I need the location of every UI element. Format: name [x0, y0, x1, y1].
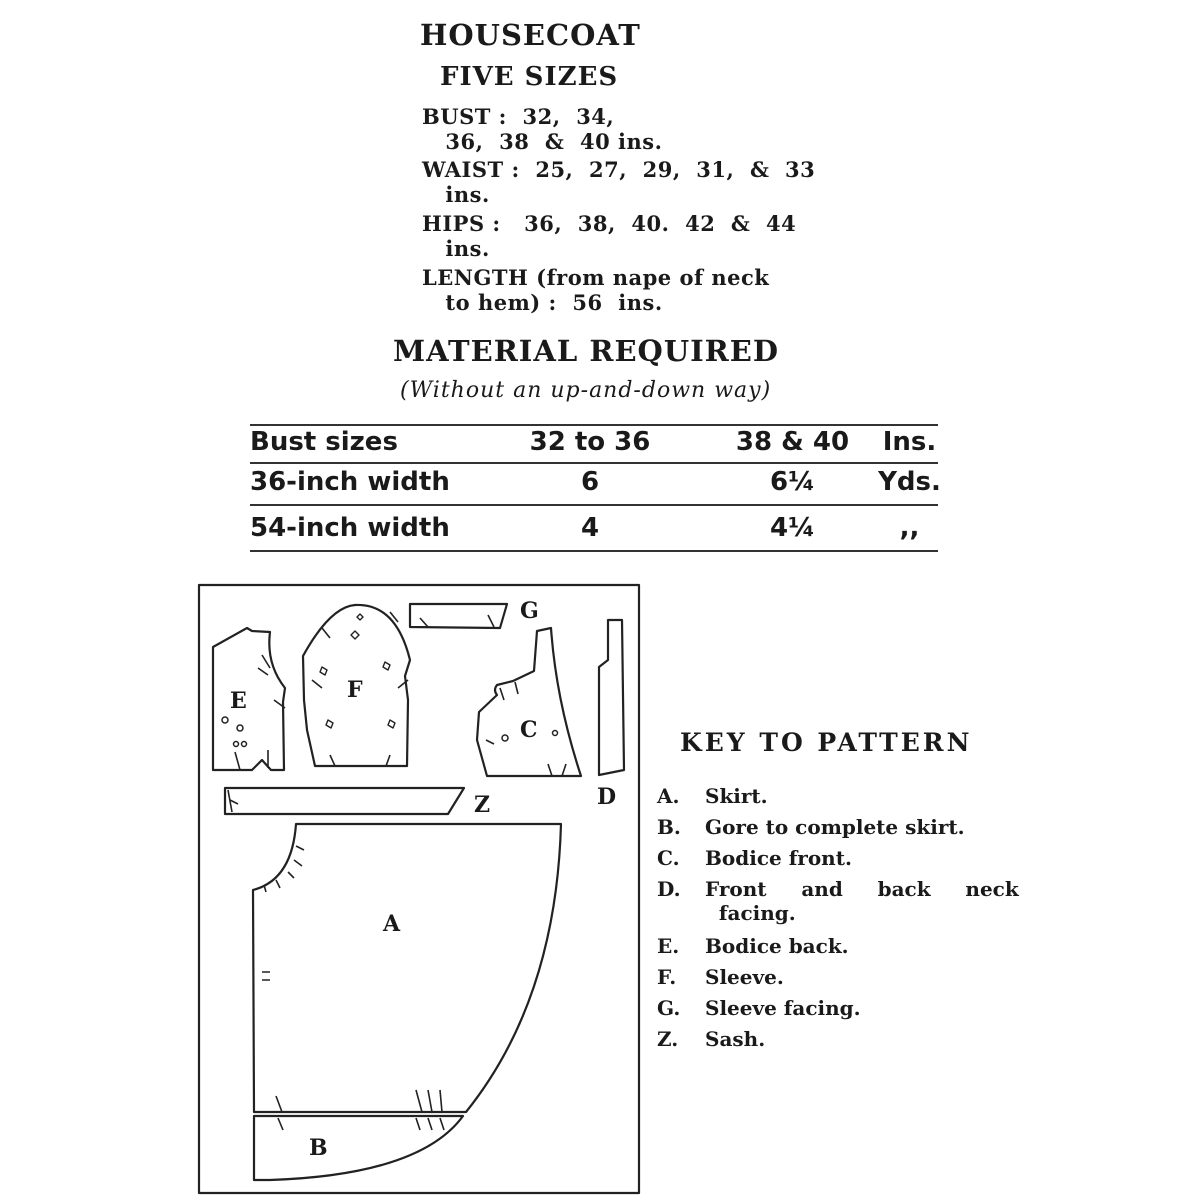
label-b: B [309, 1135, 328, 1161]
key-text: Gore to complete skirt. [705, 815, 965, 839]
material-title: MATERIAL REQUIRED [393, 334, 780, 368]
spec-bust: BUST : 32, 34, 36, 38 & 40 ins. [422, 104, 663, 154]
table-header-cell: Ins. [882, 427, 937, 457]
table-header-cell: Bust sizes [250, 427, 398, 457]
table-cell: Yds. [878, 467, 941, 497]
key-text: Sash. [705, 1027, 766, 1051]
table-cell: 54-inch width [250, 513, 450, 543]
label-d: D [597, 784, 617, 810]
key-letter: B. [657, 815, 681, 839]
key-text: Front and back neck facing. [705, 877, 1019, 925]
spec-length: LENGTH (from nape of neck to hem) : 56 ins. [422, 265, 770, 315]
label-f: F [347, 677, 363, 703]
label-a: A [383, 911, 401, 937]
table-cell: 4 [580, 513, 600, 543]
table-header-cell: 38 & 40 [735, 427, 850, 457]
table-cell: 4¼ [769, 513, 815, 543]
key-text: Sleeve. [705, 965, 784, 989]
page-subtitle: FIVE SIZES [440, 62, 619, 92]
table-cell: ,, [899, 513, 920, 543]
piece-a [253, 824, 561, 1112]
table-cell: 36-inch width [250, 467, 450, 497]
label-z: Z [474, 792, 491, 818]
key-letter: F. [657, 965, 677, 989]
key-letter: Z. [657, 1027, 679, 1051]
key-title: KEY TO PATTERN [680, 728, 973, 757]
material-note: (Without an up-and-down way) [400, 378, 772, 403]
key-text: Bodice front. [705, 846, 852, 870]
label-g: G [520, 598, 539, 624]
key-text: Skirt. [705, 784, 768, 808]
key-letter: E. [657, 934, 680, 958]
piece-z [225, 788, 464, 814]
key-letter: G. [657, 996, 681, 1020]
key-letter: D. [657, 877, 681, 901]
piece-d [599, 620, 624, 775]
key-text: Bodice back. [705, 934, 849, 958]
table-cell: 6 [580, 467, 600, 497]
key-letter: C. [657, 846, 680, 870]
spec-waist: WAIST : 25, 27, 29, 31, & 33 ins. [422, 157, 816, 207]
table-cell: 6¼ [769, 467, 815, 497]
key-letter: A. [657, 784, 680, 808]
piece-g [410, 604, 507, 628]
label-e: E [230, 688, 247, 714]
piece-c [477, 628, 581, 776]
label-c: C [520, 717, 538, 743]
spec-hips: HIPS : 36, 38, 40. 42 & 44 ins. [422, 211, 797, 261]
piece-b [254, 1116, 463, 1180]
key-text: Sleeve facing. [705, 996, 861, 1020]
piece-e [213, 628, 285, 770]
table-header-cell: 32 to 36 [529, 427, 651, 457]
page-title: HOUSECOAT [420, 18, 641, 52]
